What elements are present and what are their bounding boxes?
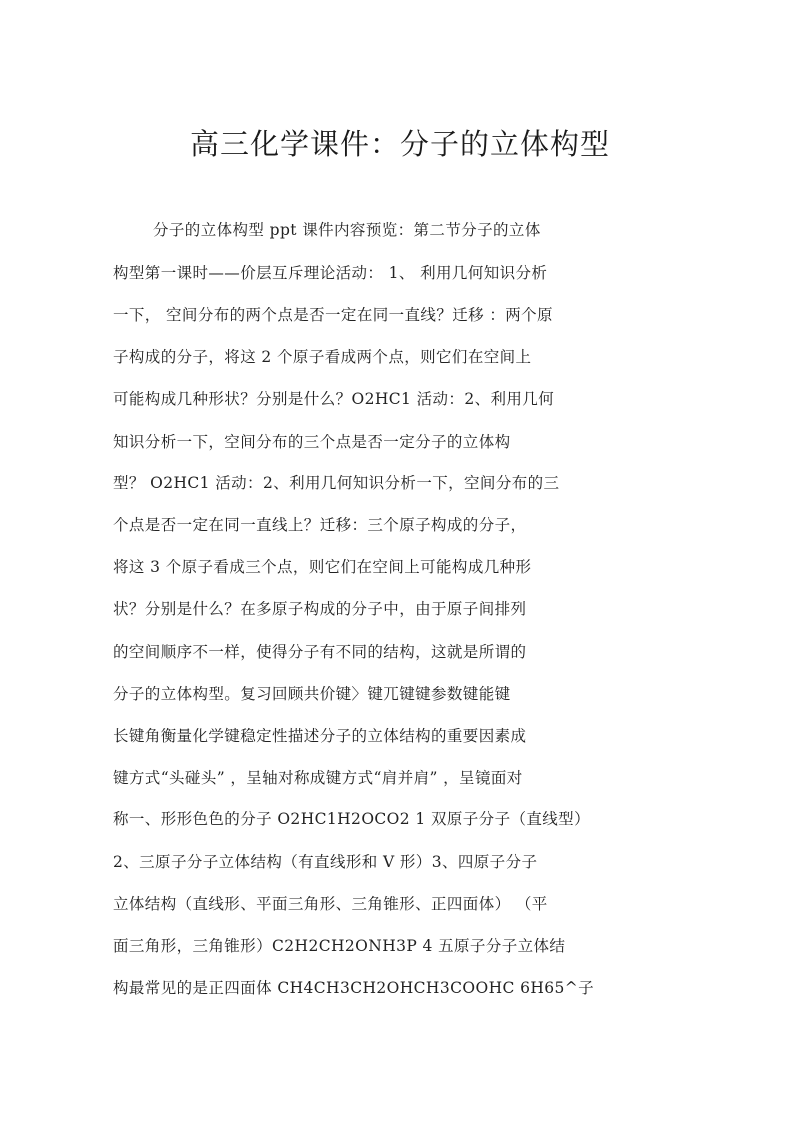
body-line: 构最常见的是正四面体 CH4CH3CH2OHCH3COOHC 6H65^子	[113, 979, 595, 997]
body-line: 长键角衡量化学键稳定性描述分子的立体结构的重要因素成	[113, 727, 527, 745]
body-line: 2、三原子分子立体结构（有直线形和 V 形）3、四原子分子	[113, 853, 538, 871]
body-line: 立体结构（直线形、平面三角形、三角锥形、正四面体） （平	[113, 895, 548, 913]
body-line: 分子的立体构型 ppt 课件内容预览：第二节分子的立体	[153, 221, 541, 239]
body-line: 个点是否一定在同一直线上？迁移：三个原子构成的分子，	[113, 516, 527, 534]
body-line: 状？分别是什么？在多原子构成的分子中，由于原子间排列	[113, 600, 527, 618]
body-line: 一下， 空间分布的两个点是否一定在同一直线？迁移 ：两个原	[113, 306, 553, 324]
body-line: 型？ O2HC1 活动：2、利用几何知识分析一下，空间分布的三	[113, 474, 560, 492]
body-line: 键方式“头碰头” ，呈轴对称成键方式“肩并肩” ，呈镜面对	[113, 769, 523, 787]
body-line: 的空间顺序不一样，使得分子有不同的结构，这就是所谓的	[113, 643, 527, 661]
body-line: 构型第一课时——价层互斥理论活动： 1、 利用几何知识分析	[113, 264, 548, 282]
body-line: 将这 3 个原子看成三个点，则它们在空间上可能构成几种形	[113, 558, 532, 576]
document-title: 高三化学课件：分子的立体构型	[189, 127, 610, 161]
body-line: 面三角形，三角锥形）C2H2CH2ONH3P 4 五原子分子立体结	[113, 937, 566, 955]
body-line: 子构成的分子，将这 2 个原子看成两个点，则它们在空间上	[113, 348, 532, 366]
body-line: 知识分析一下，空间分布的三个点是否一定分子的立体构	[113, 433, 511, 451]
body-line: 称一、形形色色的分子 O2HC1H2OCO2 1 双原子分子（直线型）	[113, 810, 590, 828]
body-line: 分子的立体构型。复习回顾共价键〉键兀键键参数键能键	[113, 685, 511, 703]
body-line: 可能构成几种形状？分别是什么？O2HC1 活动：2、利用几何	[113, 390, 555, 408]
